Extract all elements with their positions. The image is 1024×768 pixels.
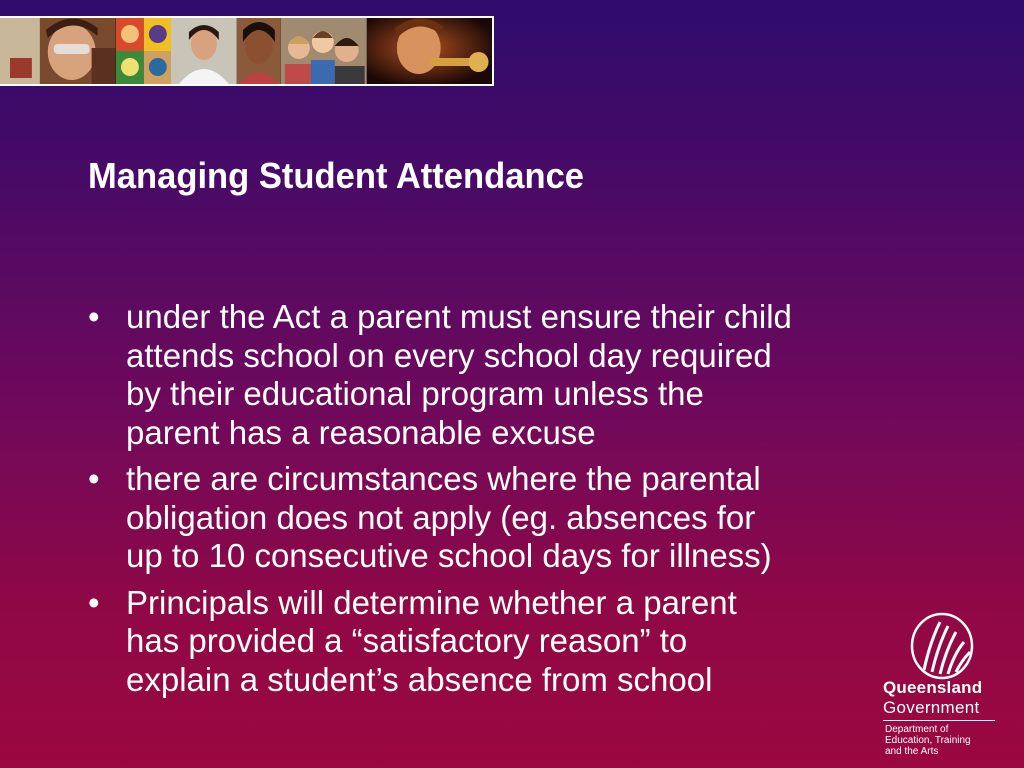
- bullet-line: has provided a “satisfactory reason” to: [126, 622, 688, 659]
- bullet-item: [88, 298, 948, 452]
- photo-colorful-artwork: [116, 18, 172, 84]
- bullet-line: by their educational program unless the: [126, 375, 704, 412]
- bullet-line: explain a student’s absence from school: [126, 660, 713, 698]
- bullet-line: there are circumstances where the parental: [126, 460, 761, 497]
- bullet-symbol: •: [88, 583, 100, 621]
- photo-young-girl: [237, 18, 281, 84]
- queensland-emblem-icon: [910, 612, 974, 680]
- logo-government: Government: [883, 698, 980, 717]
- queensland-government-logo: [880, 612, 1000, 762]
- bullet-line: obligation does not apply (eg. absences for: [126, 498, 756, 536]
- logo-divider: [883, 720, 995, 721]
- bullet-line: Principals will determine whether a parent: [126, 583, 737, 621]
- logo-name: Queensland: [883, 678, 983, 697]
- logo-department-line: Education, Training: [885, 735, 971, 746]
- photo-student-with-goggles: [0, 18, 116, 84]
- header-photo-strip: [0, 16, 494, 86]
- bullet-line: parent has a reasonable excuse: [126, 413, 596, 451]
- slide-title: Managing Student Attendance: [88, 155, 585, 196]
- photo-boy-playing-trumpet: [367, 18, 492, 84]
- photo-group-of-children: [281, 18, 367, 84]
- bullet-line: attends school on every school day required: [126, 336, 772, 374]
- photo-smiling-student: [171, 18, 237, 84]
- bullet-line: under the Act a parent must ensure their child: [126, 298, 792, 335]
- bullet-symbol: •: [88, 460, 100, 497]
- bullet-line: up to 10 consecutive school days for illness): [126, 537, 772, 574]
- bullet-item: [88, 460, 948, 576]
- logo-department-line: Department of: [885, 724, 949, 735]
- bullet-list: [88, 298, 948, 707]
- logo-department-line: and the Arts: [885, 746, 939, 757]
- bullet-symbol: •: [88, 298, 100, 335]
- bullet-item: [88, 584, 948, 700]
- logo-department: [885, 724, 971, 757]
